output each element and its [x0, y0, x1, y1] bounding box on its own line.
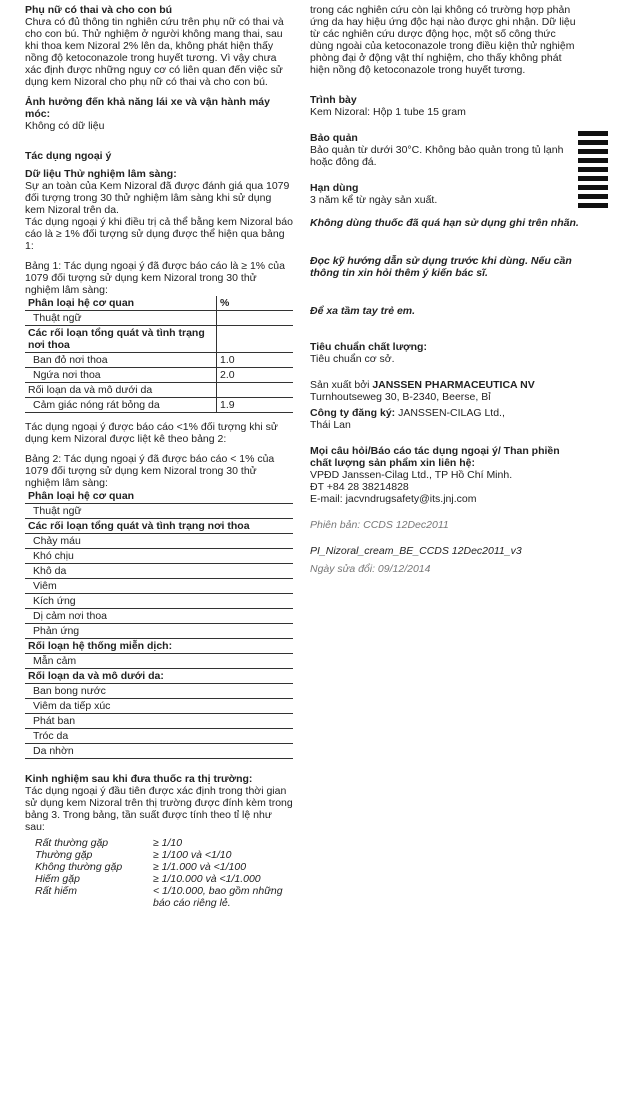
para-post-marketing: Tác dụng ngoại ý đầu tiên được xác định trong thời gian sử dụng kem Nizoral trên thị trường được đính kèm trong bảng 3. Trong bảng, tần suất được tính theo tỉ lệ như sau: — [25, 785, 293, 833]
table-cell-label: Mẫn cảm — [25, 654, 293, 669]
table-row — [25, 609, 293, 624]
contact-phone: ĐT +84 28 38214828 — [310, 481, 409, 493]
table-row — [25, 684, 293, 699]
table-row — [25, 714, 293, 729]
frequency-term: Thường gặp — [35, 849, 93, 861]
para-quality: Tiêu chuẩn cơ sở. — [310, 353, 395, 365]
table-cell-label: Rối loạn da và mô dưới da — [25, 383, 217, 398]
frequency-row — [25, 873, 293, 885]
table-row — [25, 729, 293, 744]
registrant-label: Công ty đăng ký: — [310, 407, 399, 419]
frequency-term: Không thường gặp — [35, 861, 123, 873]
heading-driving: Ảnh hưởng đến khả năng lái xe và vận hành máy móc: — [25, 96, 270, 120]
frequency-list — [25, 837, 293, 909]
table-cell-label: Khó chịu — [25, 549, 293, 564]
table-row — [25, 579, 293, 594]
para-storage: Bảo quản từ dưới 30°C. Không bảo quản trong tủ lạnh hoặc đông đá. — [310, 144, 564, 168]
para-clinical-1: Sự an toàn của Kem Nizoral đã được đánh giá qua 1079 đối tượng trong 30 thử nghiệm lâm sàng khi sử dụng kem Nizoral trên da. — [25, 180, 290, 216]
left-column — [25, 4, 293, 909]
table-cell-label: Kích ứng — [25, 594, 293, 609]
table-cell-label: Ngứa nơi thoa — [25, 368, 217, 383]
manufacturer-address: Turnhoutseweg 30, B-2340, Beerse, Bỉ — [310, 391, 491, 403]
frequency-row — [25, 861, 293, 873]
para-driving: Không có dữ liệu — [25, 120, 105, 132]
version-text: Phiên bản: CCDS 12Dec2011 — [310, 519, 449, 531]
table-row — [25, 639, 293, 654]
warning-expiry: Không dùng thuốc đã quá hạn sử dụng ghi trên nhãn. — [310, 216, 579, 229]
heading-contact: Mọi câu hỏi/Báo cáo tác dụng ngoại ý/ Than phiền chất lượng sản phẩm xin liên hệ: — [310, 445, 560, 469]
frequency-range: ≥ 1/10 — [153, 837, 183, 849]
frequency-range: ≥ 1/1.000 và <1/100 — [153, 861, 247, 873]
table-cell-label: Dị cảm nơi thoa — [25, 609, 293, 624]
manufacturer-name: JANSSEN PHARMACEUTICA NV — [372, 379, 535, 391]
table-row — [25, 311, 293, 326]
frequency-term: Hiếm gặp — [35, 873, 80, 885]
table-cell-value: 2.0 — [217, 368, 294, 383]
table-row — [25, 744, 293, 759]
table-row — [25, 353, 293, 368]
frequency-range: ≥ 1/100 và <1/10 — [153, 849, 232, 861]
table-cell-label: Phân loại hệ cơ quan — [25, 489, 293, 504]
revision-date: Ngày sửa đổi: 09/12/2014 — [310, 563, 431, 575]
heading-storage: Bảo quản — [310, 132, 358, 144]
table-row — [25, 296, 293, 311]
table-row — [25, 504, 293, 519]
heading-clinical: Dữ liệu Thử nghiệm lâm sàng: — [25, 168, 177, 180]
frequency-term: Rất thường gặp — [35, 837, 109, 849]
frequency-row — [25, 849, 293, 861]
table-row — [25, 489, 293, 504]
para-after-table1: Tác dụng ngoại ý được báo cáo <1% đối tượng khi sử dụng kem Nizoral được liệt kê theo bảng 2: — [25, 421, 278, 445]
table-cell-value — [217, 311, 294, 326]
table-cell-label: Cảm giác nóng rát bỏng da — [25, 398, 217, 413]
table-row — [25, 699, 293, 714]
table-cell-label: Tróc da — [25, 729, 293, 744]
table-row — [25, 368, 293, 383]
table-cell-label: Phát ban — [25, 714, 293, 729]
table-cell-label: Các rối loạn tổng quát và tình trạng nơi thoa — [25, 326, 217, 353]
para-pregnancy: Chưa có đủ thông tin nghiên cứu trên phụ nữ có thai và cho con bú. Thử nghiệm ở người không mang thai, sau khi thoa kem Nizoral 2% lên da, không phát hiện thấy nồng độ ketoconazole trong huyết tương. Vì vậy chưa xác định được những nguy cơ có liên quan đến việc sử dụng kem Nizoral cho phụ nữ có thai và cho con bú. — [25, 16, 284, 88]
table-cell-label: Rối loạn hệ thống miễn dịch: — [25, 639, 293, 654]
document-id: PI_Nizoral_cream_BE_CCDS 12Dec2011_v3 — [310, 545, 522, 557]
barcode-marks — [578, 131, 608, 212]
table-cell-label: Chảy máu — [25, 534, 293, 549]
warning-read-instructions: Đọc kỹ hướng dẫn sử dụng trước khi dùng. Nếu cần thông tin xin hỏi thêm ý kiến bác sĩ. — [310, 254, 572, 279]
table-cell-label: Ban đỏ nơi thoa — [25, 353, 217, 368]
table-row — [25, 594, 293, 609]
para-presentation: Kem Nizoral: Hộp 1 tube 15 gram — [310, 106, 466, 118]
table-cell-value: 1.0 — [217, 353, 294, 368]
table1-caption: Bảng 1: Tác dụng ngoại ý đã được báo cáo là ≥ 1% của 1079 đối tượng sử dụng kem Nizoral trong 30 thử nghiệm lâm sàng: — [25, 260, 285, 296]
registrant — [310, 407, 580, 419]
right-column — [310, 4, 580, 575]
frequency-row — [25, 885, 293, 909]
contact-office: VPĐD Janssen-Cilag Ltd., TP Hồ Chí Minh. — [310, 469, 513, 481]
table-cell-label: Viêm da tiếp xúc — [25, 699, 293, 714]
table-2 — [25, 489, 293, 759]
table-cell-label: Khô da — [25, 564, 293, 579]
table-row — [25, 398, 293, 413]
registrant-country: Thái Lan — [310, 419, 351, 431]
table-cell-label: Thuật ngữ — [25, 504, 293, 519]
frequency-range: < 1/10.000, bao gồm những báo cáo riêng lẻ. — [153, 885, 283, 909]
frequency-row — [25, 837, 293, 849]
table-cell-label: Da nhờn — [25, 744, 293, 759]
table2-caption: Bảng 2: Tác dụng ngoại ý đã được báo cáo < 1% của 1079 đối tượng sử dụng kem Nizoral trong 30 thử nghiệm lâm sàng: — [25, 453, 275, 489]
heading-side-effects: Tác dụng ngoại ý — [25, 150, 112, 162]
heading-post-marketing: Kinh nghiệm sau khi đưa thuốc ra thị trường: — [25, 773, 253, 785]
table-cell-label: Phân loại hệ cơ quan — [25, 296, 217, 311]
table-cell-label: Phản ứng — [25, 624, 293, 639]
table-cell-label: Rối loạn da và mô dưới da: — [25, 669, 293, 684]
contact-email[interactable]: E-mail: jacvndrugsafety@its.jnj.com — [310, 493, 477, 505]
table-cell-value — [217, 383, 294, 398]
table-row — [25, 624, 293, 639]
table-1 — [25, 296, 293, 413]
table-cell-value: % — [217, 296, 294, 311]
registrant-name: JANSSEN-CILAG Ltd., — [398, 407, 505, 419]
frequency-range: ≥ 1/10.000 và <1/1.000 — [153, 873, 261, 885]
table-cell-label: Viêm — [25, 579, 293, 594]
warning-children: Để xa tầm tay trẻ em. — [310, 304, 416, 317]
table-cell-label: Thuật ngữ — [25, 311, 217, 326]
para-continued: trong các nghiên cứu còn lại không có trường hợp phản ứng da hay hiệu ứng độc hại nào được ghi nhận. Dữ liệu từ các nghiên cứu dược động học, một số công thức dùng ngoài của ketoconazole trong điều kiện thử nghiệm phòng đại ở động vật thí nghiệm, cho thấy không phát hiện nồng độ ketoconazole trong huyết tương. — [310, 4, 576, 76]
table-row — [25, 534, 293, 549]
heading-quality: Tiêu chuẩn chất lượng: — [310, 341, 427, 353]
heading-presentation: Trình bày — [310, 94, 357, 106]
table-cell-value — [217, 326, 294, 353]
table-row — [25, 564, 293, 579]
para-clinical-2: Tác dụng ngoại ý khi điều trị cả thể bằng kem Nizoral báo cáo là ≥ 1% đối tượng sử dụng được thể hiện qua bảng 1: — [25, 216, 293, 252]
table-row — [25, 383, 293, 398]
table-cell-label: Ban bong nước — [25, 684, 293, 699]
table-row — [25, 519, 293, 534]
table-row — [25, 669, 293, 684]
table-row — [25, 326, 293, 353]
heading-expiry: Hạn dùng — [310, 182, 359, 194]
table-cell-label: Các rối loạn tổng quát và tình trạng nơi thoa — [25, 519, 293, 534]
table-cell-value: 1.9 — [217, 398, 294, 413]
manufacturer-label: Sản xuất bởi — [310, 379, 373, 391]
table-row — [25, 654, 293, 669]
manufacturer — [310, 379, 580, 391]
para-expiry: 3 năm kể từ ngày sản xuất. — [310, 194, 438, 206]
heading-pregnancy: Phụ nữ có thai và cho con bú — [25, 4, 173, 16]
frequency-term: Rất hiếm — [35, 885, 78, 897]
table-row — [25, 549, 293, 564]
